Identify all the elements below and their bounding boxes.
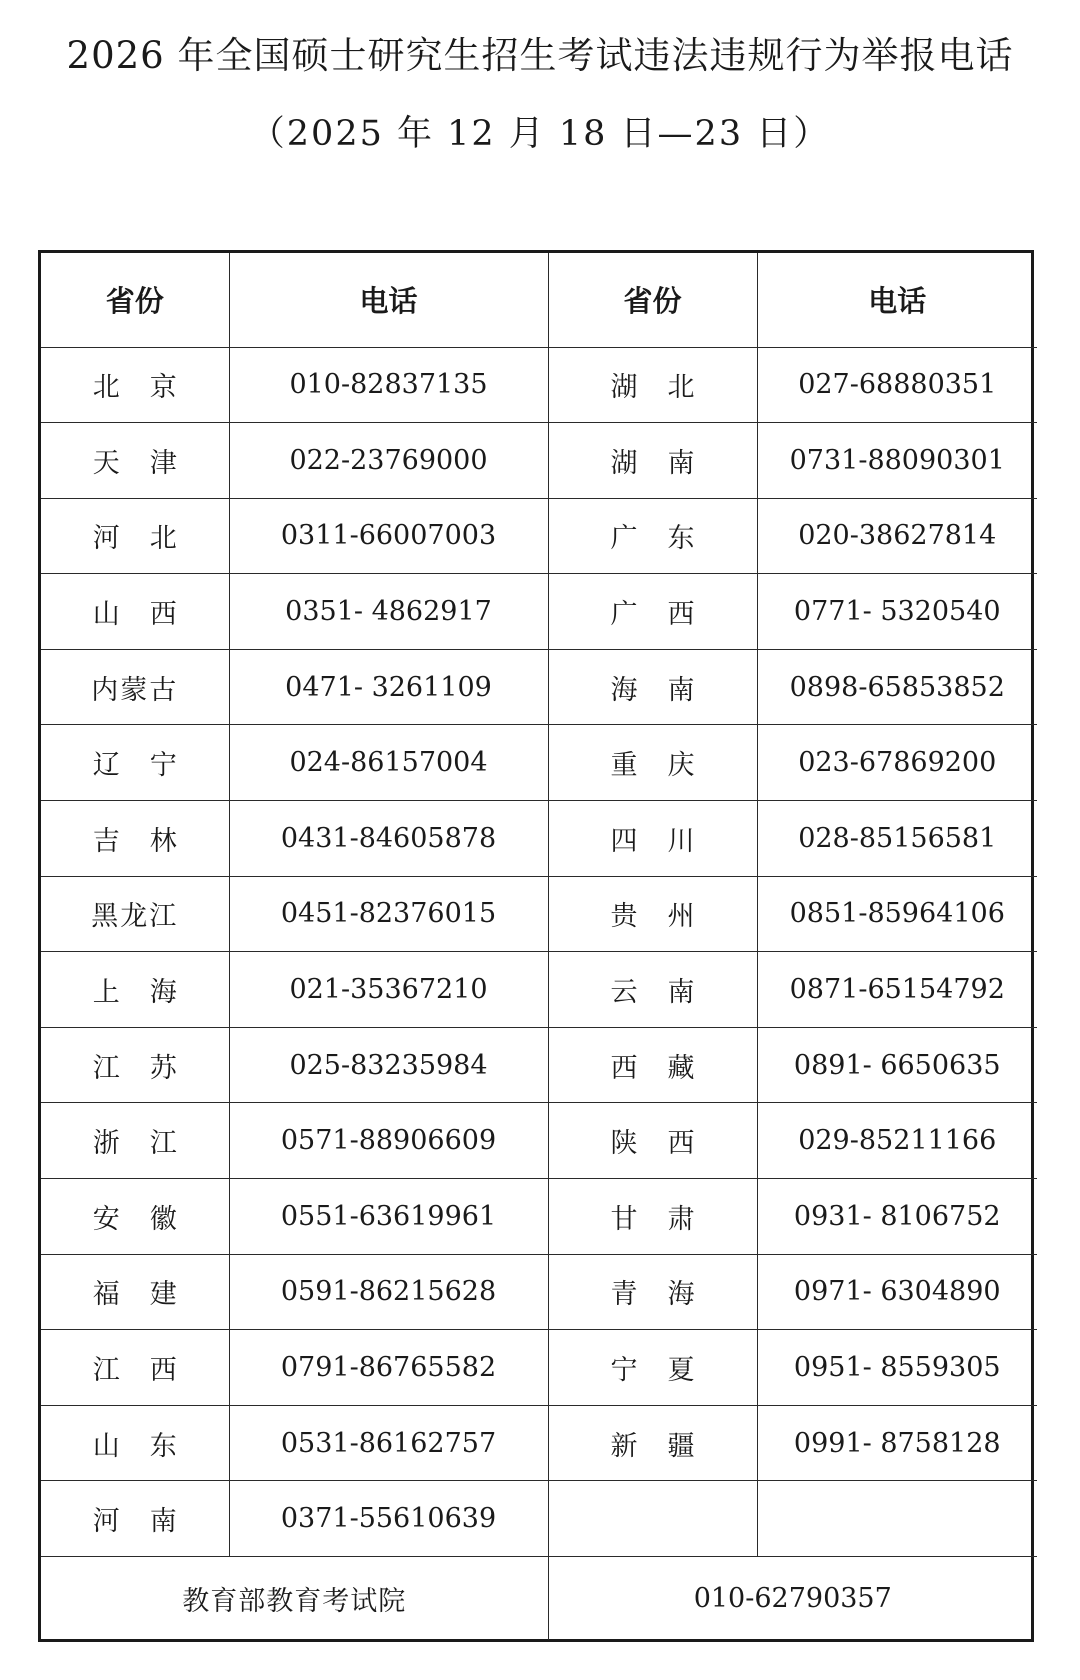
province-cell-right [548, 1330, 757, 1406]
province-cell-left-text: 福建 [92, 1279, 207, 1311]
phone-cell-left-text: 025-83235984 [289, 1049, 488, 1081]
phone-cell-right [757, 1179, 1037, 1255]
province-cell-right-text: 四川 [610, 825, 725, 857]
province-cell-right [548, 574, 757, 650]
table-header-row [41, 253, 1037, 347]
province-cell-left [41, 1481, 229, 1557]
phone-cell-left [229, 801, 548, 877]
table-row [41, 725, 1037, 801]
province-cell-right-text: 湖南 [610, 447, 725, 479]
phone-cell-right [757, 1405, 1037, 1481]
province-cell-left [41, 876, 229, 952]
table-row [41, 1481, 1037, 1557]
province-cell-right-text: 甘肃 [610, 1203, 725, 1235]
province-cell-left [41, 1179, 229, 1255]
province-cell-left [41, 574, 229, 650]
province-cell-left-text: 山西 [92, 599, 207, 631]
phone-cell-left [229, 423, 548, 499]
province-cell-right [548, 876, 757, 952]
phone-cell-right [757, 725, 1037, 801]
phone-cell-left-text: 024-86157004 [289, 747, 488, 779]
province-cell-right [548, 801, 757, 877]
phone-cell-left-text: 0371-55610639 [280, 1503, 497, 1535]
phone-cell-right [757, 574, 1037, 650]
hotline-table [38, 250, 1034, 1642]
province-cell-right-text: 广东 [610, 523, 725, 555]
phone-cell-right [757, 347, 1037, 423]
province-cell-left-text: 天津 [92, 447, 207, 479]
phone-cell-left [229, 1330, 548, 1406]
province-cell-left [41, 801, 229, 877]
phone-cell-right-text: 029-85211166 [798, 1125, 997, 1157]
phone-cell-left-text: 0311-66007003 [280, 520, 497, 552]
province-cell-left [41, 498, 229, 574]
province-cell-left-text: 安徽 [92, 1203, 207, 1235]
phone-cell-right [757, 1103, 1037, 1179]
phone-cell-left-text: 0471- 3261109 [285, 671, 492, 703]
province-cell-right [548, 1027, 757, 1103]
phone-cell-right-text: 0951- 8559305 [793, 1352, 1001, 1384]
table-row [41, 1405, 1037, 1481]
phone-cell-left-text: 010-82837135 [289, 369, 488, 401]
phone-cell-right [757, 1481, 1037, 1557]
phone-cell-left [229, 1027, 548, 1103]
date-range-subtitle: （2025 年 12 月 18 日—23 日） [249, 114, 831, 154]
province-cell-left [41, 649, 229, 725]
header-phone-right: 电话 [757, 253, 1037, 347]
phone-cell-left-text: 0791-86765582 [280, 1352, 497, 1384]
phone-cell-right-text: 0771- 5320540 [793, 596, 1001, 628]
province-cell-left-text: 浙江 [92, 1128, 207, 1160]
phone-cell-right [757, 498, 1037, 574]
province-cell-right-text: 陕西 [610, 1128, 725, 1160]
province-cell-left [41, 952, 229, 1028]
phone-cell-right-text: 028-85156581 [798, 822, 997, 854]
table-row [41, 1103, 1037, 1179]
province-cell-left [41, 347, 229, 423]
province-cell-left-text: 黑龙江 [91, 901, 179, 933]
phone-cell-left-text: 0451-82376015 [280, 898, 497, 930]
phone-cell-right [757, 1254, 1037, 1330]
phone-cell-left [229, 876, 548, 952]
table-row [41, 574, 1037, 650]
document-title: 2026 年全国硕士研究生招生考试违法违规行为举报电话 [66, 34, 1014, 77]
province-cell-right-text: 重庆 [610, 750, 725, 782]
province-cell-right-text: 西藏 [610, 1052, 725, 1084]
phone-cell-left [229, 1179, 548, 1255]
province-cell-left [41, 423, 229, 499]
phone-cell-left [229, 574, 548, 650]
province-cell-right-text: 贵州 [610, 901, 725, 933]
phone-cell-left-text: 0431-84605878 [280, 822, 497, 854]
table-row [41, 1254, 1037, 1330]
province-cell-left-text: 河南 [92, 1506, 207, 1538]
phone-cell-right-text: 023-67869200 [798, 747, 997, 779]
phone-cell-left [229, 1103, 548, 1179]
table-row [41, 952, 1037, 1028]
province-cell-left-text: 江苏 [92, 1052, 207, 1084]
phone-cell-right [757, 801, 1037, 877]
table-row [41, 801, 1037, 877]
province-cell-left-text: 河北 [92, 523, 207, 555]
phone-cell-left-text: 0591-86215628 [280, 1276, 497, 1308]
phone-cell-right-text: 0731-88090301 [789, 444, 1005, 476]
header-phone-left: 电话 [229, 253, 548, 347]
province-cell-right [548, 1254, 757, 1330]
phone-cell-left-text: 0551-63619961 [280, 1200, 497, 1232]
province-cell-left [41, 725, 229, 801]
phone-cell-left-text: 0351- 4862917 [285, 596, 492, 628]
table-row [41, 1027, 1037, 1103]
phone-cell-left [229, 1254, 548, 1330]
phone-cell-left-text: 0531-86162757 [280, 1427, 497, 1459]
province-cell-left-text: 江西 [92, 1355, 207, 1387]
phone-cell-left [229, 498, 548, 574]
phone-cell-right [757, 1330, 1037, 1406]
province-cell-right-text: 湖北 [610, 372, 725, 404]
table-row [41, 423, 1037, 499]
province-cell-right [548, 347, 757, 423]
phone-cell-right-text: 0851-85964106 [789, 898, 1005, 930]
table-row [41, 347, 1037, 423]
province-cell-right-text: 青海 [610, 1279, 725, 1311]
phone-cell-right-text: 0991- 8758128 [793, 1427, 1001, 1459]
phone-cell-right [757, 649, 1037, 725]
province-cell-left-text: 辽宁 [92, 750, 207, 782]
province-cell-left-text: 吉林 [92, 825, 207, 857]
province-cell-right [548, 423, 757, 499]
phone-cell-right [757, 423, 1037, 499]
phone-cell-right-text: 0931- 8106752 [793, 1200, 1001, 1232]
phone-cell-right-text: 0898-65853852 [789, 671, 1005, 703]
phone-cell-right-text: 0871-65154792 [789, 974, 1005, 1006]
phone-cell-left [229, 1405, 548, 1481]
province-cell-right-text: 云南 [610, 977, 725, 1009]
province-cell-left [41, 1027, 229, 1103]
province-cell-left-text: 内蒙古 [91, 674, 179, 706]
phone-cell-right-text: 0891- 6650635 [793, 1049, 1001, 1081]
phone-cell-left-text: 022-23769000 [289, 444, 488, 476]
province-cell-right-text: 广西 [610, 599, 725, 631]
table-row [41, 876, 1037, 952]
header-province-left: 省份 [41, 253, 229, 347]
header-province-right: 省份 [548, 253, 757, 347]
phone-cell-left [229, 649, 548, 725]
province-cell-right [548, 498, 757, 574]
phone-cell-right [757, 952, 1037, 1028]
phone-cell-right-text: 020-38627814 [798, 520, 997, 552]
phone-cell-left-text: 0571-88906609 [280, 1125, 497, 1157]
province-cell-right-text: 新疆 [610, 1430, 725, 1462]
phone-cell-right [757, 1027, 1037, 1103]
province-cell-right [548, 1103, 757, 1179]
phone-cell-left [229, 347, 548, 423]
phone-cell-left [229, 725, 548, 801]
province-cell-right [548, 1405, 757, 1481]
phone-cell-right [757, 876, 1037, 952]
province-cell-right-text: 海南 [610, 674, 725, 706]
phone-cell-left [229, 1481, 548, 1557]
footer-agency-phone: 010-62790357 [548, 1557, 1037, 1640]
table-row [41, 1330, 1037, 1406]
province-cell-left [41, 1254, 229, 1330]
table-footer-row [41, 1557, 1037, 1640]
province-cell-right [548, 1481, 757, 1557]
phone-cell-left [229, 952, 548, 1028]
table-row [41, 498, 1037, 574]
province-cell-right [548, 649, 757, 725]
province-cell-right [548, 1179, 757, 1255]
table-row [41, 649, 1037, 725]
phone-cell-left-text: 021-35367210 [289, 974, 488, 1006]
province-cell-left [41, 1405, 229, 1481]
province-cell-right [548, 725, 757, 801]
province-cell-left-text: 上海 [92, 977, 207, 1009]
province-cell-left [41, 1330, 229, 1406]
province-cell-right-text: 宁夏 [610, 1355, 725, 1387]
province-cell-right [548, 952, 757, 1028]
province-cell-left-text: 山东 [92, 1430, 207, 1462]
province-cell-left [41, 1103, 229, 1179]
footer-agency-label: 教育部教育考试院 [41, 1557, 548, 1640]
phone-cell-right-text: 0971- 6304890 [793, 1276, 1001, 1308]
phone-cell-right-text: 027-68880351 [798, 369, 997, 401]
table-row [41, 1179, 1037, 1255]
province-cell-left-text: 北京 [92, 372, 207, 404]
